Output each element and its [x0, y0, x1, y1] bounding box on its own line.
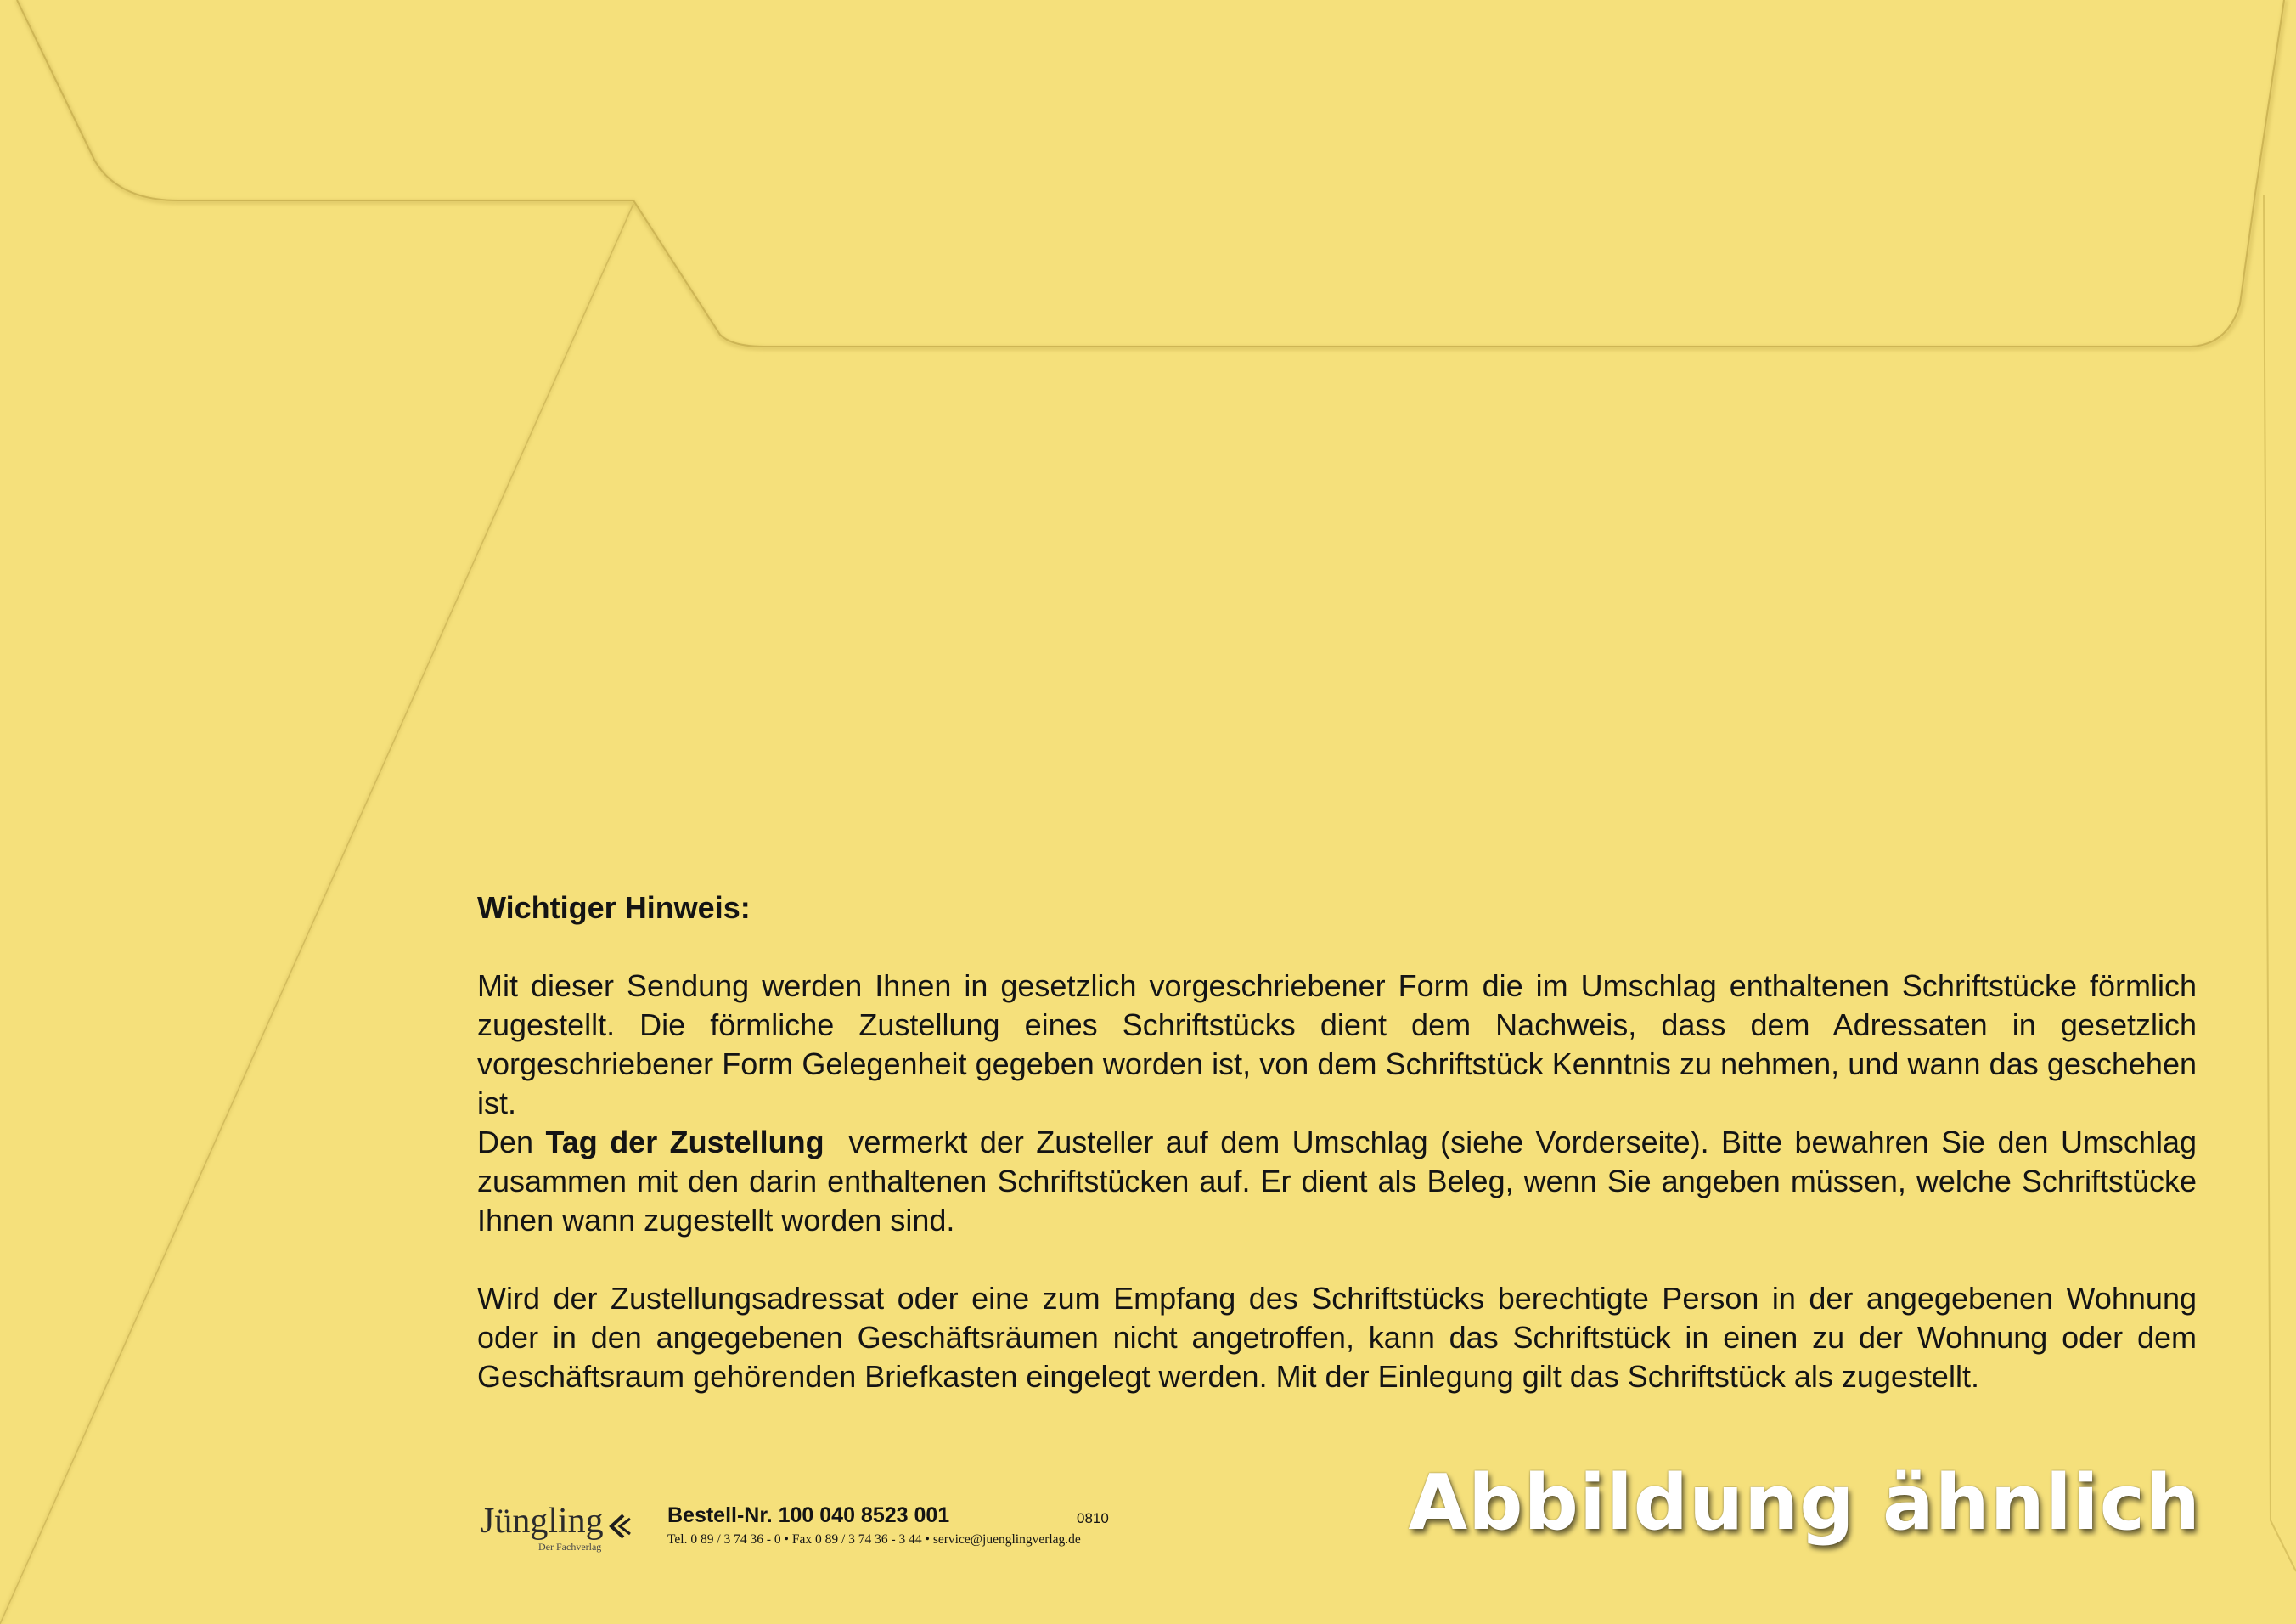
notice-paragraph-2-rest: vermerkt der Zusteller auf dem Umschlag (siehe Vorderseite). Bitte bewahren Sie den Umschlag zusammen mit den darin enthaltenen Schriftstücken auf. Er dient als Beleg, wenn Sie angeben müssen, welche Schriftstücke Ihnen wann zugestellt worden sind. [477, 1125, 2206, 1238]
publisher-logo [477, 1498, 647, 1558]
order-code: 0810 [1077, 1510, 1109, 1526]
logo-arrow-icon [606, 1514, 632, 1539]
notice-block [477, 888, 2206, 1396]
contact-line: Tel. 0 89 / 3 74 36 - 0 • Fax 0 89 / 3 74 36 - 3 44 • service@juenglingverlag.de [667, 1532, 1081, 1547]
order-number: Bestell-Nr. 100 040 8523 001 [667, 1503, 950, 1527]
publisher-footer [477, 1498, 1140, 1558]
right-flap-edge [2264, 195, 2296, 1571]
notice-heading: Wichtiger Hinweis: [477, 890, 751, 925]
notice-paragraph-3: Wird der Zustellungsadressat oder eine zum Empfang des Schriftstücks berechtigte Person in der angegebenen Wohnung oder in den angegebenen Geschäftsräumen nicht angetroffen, kann das Schriftstück in einen zu der Wohnung oder dem Geschäftsraum gehörenden Briefkasten eingelegt werden. Mit der Einlegung gilt das Schriftstück als zugestellt. [477, 1281, 2197, 1394]
logo-wordmark: Jüngling [481, 1502, 604, 1541]
notice-paragraph-1: Mit dieser Sendung werden Ihnen in gesetzlich vorgeschriebener Form die im Umschlag enthaltenen Schriftstücke förmlich zugestellt. Die förmliche Zustellung eines Schriftstücks dient dem Nachweis, dass dem Adressaten in gesetzlich vorgeschriebener Form Gelegenheit gegeben worden ist, von dem Schriftstück Kenntnis zu nehmen, und wann das geschehen ist. [477, 968, 2197, 1120]
notice-paragraph-2-start: Den [477, 1125, 546, 1159]
logo-tagline: Der Fachverlag [538, 1541, 602, 1553]
top-flap-shadow [17, 0, 2286, 348]
top-flap-edge [17, 0, 2284, 347]
notice-paragraph-2 [477, 1123, 2206, 1240]
illustration-similar-stamp: Abbildung ähnlich [1408, 1458, 2201, 1548]
delivery-day-emphasis: Tag der Zustellung [545, 1125, 824, 1159]
